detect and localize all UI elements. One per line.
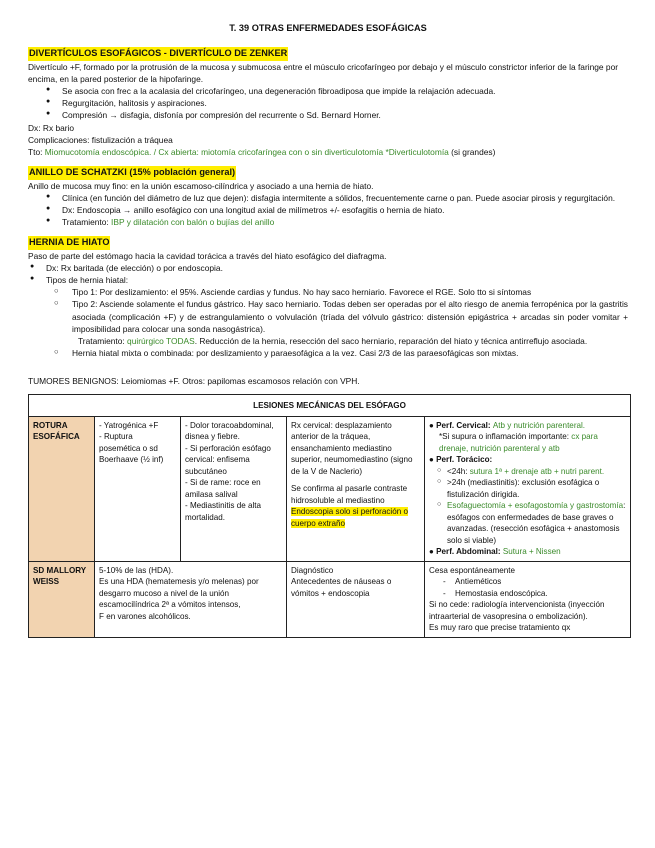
note-text: *Si supura o inflamación importante:	[439, 432, 572, 442]
list-item	[28, 274, 628, 359]
t3-green: Esofaguectomía + esofagostomía y gastrostomía	[447, 501, 624, 511]
lesiones-table	[28, 394, 631, 638]
section-schatzki	[28, 166, 628, 228]
document-page	[28, 22, 628, 638]
mixta-list	[28, 347, 628, 359]
zenker-dx: Dx: Rx bario	[28, 122, 75, 133]
mallory-tto-3: - Hemostasia endoscópica.	[429, 588, 626, 599]
table-row	[29, 561, 631, 637]
tipos-label: Tipos de hernia hiatal:	[46, 275, 129, 285]
mallory-tto-1: Cesa espontáneamente	[429, 565, 515, 575]
tumores-benignos: TUMORES BENIGNOS: Leiomiomas +F. Otros: papilomas escamosos relación con VPH.	[28, 376, 360, 387]
tto-rest: . Reducción de la hernia, resección del saco herniario, reparación del hiato y técnica antirreflujo asociada.	[194, 335, 588, 346]
t1-green: sutura 1ª + drenaje atb + nutri parent.	[469, 466, 605, 476]
list-item: ○ Hernia hiatal mixta o combinada: por deslizamiento y paraesofágica a la vez. Casi 2/3 de las paraesofágicas son mixtas.	[28, 347, 628, 359]
page-title: T. 39 OTRAS ENFERMEDADES ESOFÁGICAS	[229, 23, 427, 33]
tto-toracico-3	[437, 500, 626, 546]
tto-green-text: Miomucotomía endoscópica. / Cx abierta: miotomía cricofaríngea con o sin diverticulotomía *Diverticulotomía	[44, 147, 449, 157]
mallory-desc: 5-10% de las (HDA). Es una HDA (hematemesis y/o melenas) por desgarro mucoso a nivel de la unión escamocilíndrica 2ª a vómitos intensos, F en varones alcohólicos.	[95, 561, 287, 637]
mallory-tto-4: Si no cede: radiología intervencionista (inyección intraarterial de vasopresina o embolización).	[429, 600, 605, 621]
list-item: ● Se asocia con frec a la acalasia del cricofaríngeo, una degeneración fibroadiposa que impide la relajación adecuada.	[28, 85, 628, 97]
tto-label: Tratamiento:	[78, 335, 128, 346]
tto-label: Tto:	[28, 147, 45, 157]
mallory-tto-5: Es muy raro que precise tratamiento qx	[429, 623, 571, 633]
tto-toracico-label: Perf. Torácico:	[436, 455, 493, 465]
list-item: ● Dx: Endoscopia → anillo esofágico con una longitud axial de milímetros +/- esofagitis o hernia de hiato.	[28, 204, 628, 216]
list-item	[28, 216, 628, 228]
zenker-intro: Divertículo +F, formado por la protrusión de la mucosa y submucosa entre el músculo cricofaríngeo por debajo y el músculo constrictor inferior de la faringe por encima, en la pared posterior de la hipofaringe.	[28, 61, 619, 84]
t1-text: <24h:	[447, 466, 470, 476]
rotura-dx-contraste: Se confirma al pasarle contraste hidrosoluble al mediastino	[291, 484, 408, 505]
zenker-bullets	[28, 85, 628, 122]
zenker-complicaciones: Complicaciones: fistulización a tráquea	[28, 134, 173, 145]
tto-cervical-note	[429, 431, 626, 454]
rotura-dx-rx: Rx cervical: desplazamiento anterior de la tráquea, ensanchamiento mediastino superior, neumomediastino (signo de la V de Naclerio)	[291, 420, 413, 476]
list-item: ● Compresión → disfagia, disfonía por compresión del recurrente o Sd. Bernard Horner.	[28, 109, 628, 121]
tipos-list	[28, 286, 628, 335]
mallory-tto-2: - Antieméticos	[429, 576, 626, 587]
tto-abdominal-label: Perf. Abdominal:	[436, 547, 503, 557]
zenker-tto	[28, 146, 628, 158]
tipo2-label: Tipo 2:	[72, 299, 100, 310]
tto-label: Tratamiento:	[62, 217, 112, 228]
tto-cervical: ● Perf. Cervical: Atb y nutrición parenteral.	[429, 420, 586, 430]
rotura-clinica: - Dolor toracoabdominal, disnea y fiebre. - Si perforación esófago cervical: enfisema subcutáneo - Si de rame: roce en amilasa salival - Mediastinitis de alta mortalidad.	[181, 416, 287, 561]
tipo1-text: Por deslizamiento: el 95%. Asciende cardias y fundus. No hay saco herniario. Favorece el RGE. Solo tto si síntomas	[99, 287, 532, 298]
section-hiato	[28, 236, 628, 359]
hiato-intro: Paso de parte del estómago hacia la cavidad torácica a través del hiato esofágico del diafragma.	[28, 250, 387, 261]
schatzki-intro: Anillo de mucosa muy fino: en la unión escamoso-cilíndrica y asociado a una hernia de hiato.	[28, 180, 374, 191]
tto-toracico-2: ○ >24h (mediastinitis): exclusión esofágica o fistulización dirigida.	[437, 477, 626, 500]
tto-green-text: IBP y dilatación con balón o bujías del anillo	[111, 217, 275, 228]
section-heading-schatzki: ANILLO DE SCHATZKI (15% población general)	[28, 166, 236, 179]
tipo1-label: Tipo 1:	[72, 287, 100, 298]
hiato-tto	[28, 335, 628, 347]
section-heading-zenker: DIVERTÍCULOS ESOFÁGICOS - DIVERTÍCULO DE ZENKER	[28, 47, 288, 60]
schatzki-bullets	[28, 192, 628, 229]
tto-end: (si grandes)	[448, 147, 496, 157]
row-label-mallory: SD MALLORY WEISS	[29, 561, 95, 637]
list-item	[28, 298, 628, 335]
rotura-causas: - Yatrogénica +F - Ruptura posemética o sd Boerhaave (½ inf)	[95, 416, 181, 561]
list-item: ● Regurgitación, halitosis y aspiraciones.	[28, 97, 628, 109]
table-row	[29, 416, 631, 561]
row-label-rotura: ROTURA ESOFÁFICA	[29, 416, 95, 561]
section-zenker	[28, 47, 628, 158]
tto-toracico: ● Perf. Torácico:	[429, 455, 493, 465]
mallory-dx: Diagnóstico Antecedentes de náuseas o vómitos + endoscopia	[287, 561, 425, 637]
t3-text: : esófagos con enfermedades de base graves o avanzadas. (resección esofágica + anastomosis solo si viable)	[447, 501, 626, 545]
tto-green-text: quirúrgico TODAS	[127, 335, 195, 346]
rotura-dx-endoscopia: Endoscopia solo si perforación o cuerpo extraño	[291, 507, 408, 528]
tto-cervical-green: Atb y nutrición parenteral.	[492, 420, 586, 430]
tto-cervical-label: Perf. Cervical:	[436, 420, 493, 430]
section-heading-hiato: HERNIA DE HIATO	[28, 236, 110, 249]
rotura-dx	[287, 416, 425, 561]
table-header: LESIONES MECÁNICAS DEL ESÓFAGO	[29, 394, 631, 416]
hiato-bullets	[28, 262, 628, 360]
tto-abdominal: ● Perf. Abdominal: Sutura + Nissen	[429, 547, 561, 557]
tto-abdominal-green: Sutura + Nissen	[502, 547, 561, 557]
list-item: ● Dx: Rx baritada (de elección) o por endoscopia.	[28, 262, 628, 274]
mallory-tto	[425, 561, 631, 637]
rotura-tto	[425, 416, 631, 561]
list-item: ● Clínica (en función del diámetro de luz que dejen): disfagia intermitente a sólidos, frecuentemente carne o pan. Puede asociar pirosis y regurgitación.	[28, 192, 628, 204]
list-item	[28, 286, 628, 298]
tipo2-text: Asciende solamente el fundus gástrico. Hay saco herniario. Todas deben ser operadas por el alto riesgo de anemia ferropénica por la gastritis asociada (complicación +F) y de estrangulamiento o volvulación (tríada del vólvulo gástrico: distensión epigástrica + arcadas sin poder vomitar + imposibilidad para colocar una sonda nasogástrica).	[72, 299, 628, 334]
note-green: cx para drenaje, nutrición parenteral y atb	[439, 432, 598, 453]
tto-toracico-1	[437, 466, 626, 477]
